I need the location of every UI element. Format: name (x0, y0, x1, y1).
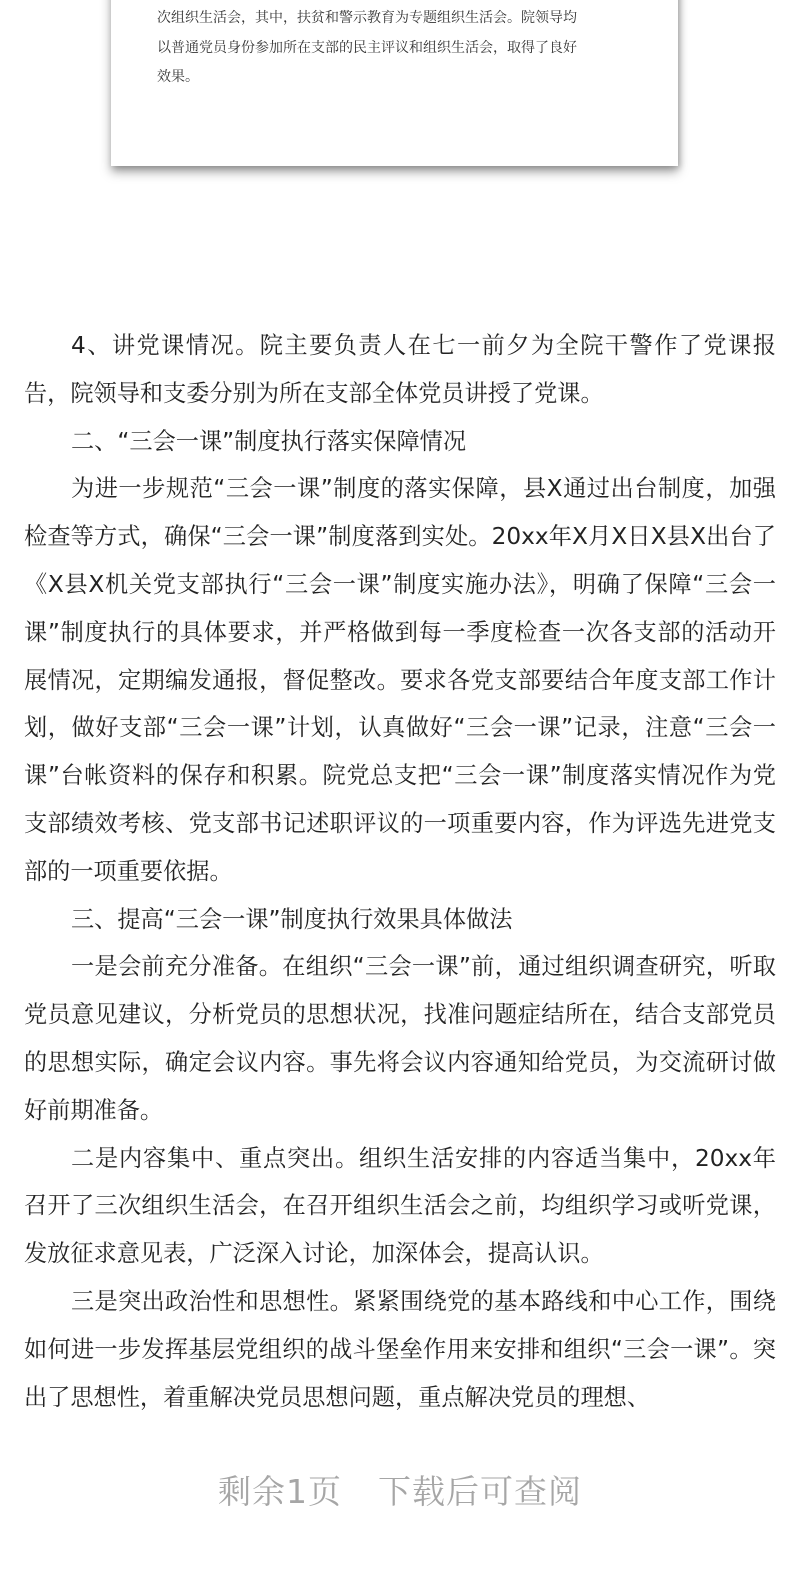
download-prompt-label: 下载后可查阅 (378, 1472, 582, 1511)
preview-line: 以普通党员身份参加所在支部的民主评议和组织生活会，取得了良好 (157, 39, 577, 56)
section-heading-two: 二、“三会一课”制度执行落实保障情况 (71, 427, 467, 455)
paragraph-political: 三是突出政治性和思想性。紧紧围绕党的基本路线和中心工作，围绕如何进一步发挥基层党组织的战斗堡垒作用来安排和组织“三会一课”。突出了思想性，着重解决党员思想问题，重点解决党员的理想、 (24, 1287, 776, 1411)
paragraph-preparation: 一是会前充分准备。在组织“三会一课”前，通过组织调查研究，听取党员意见建议，分析党员的思想状况，找准问题症结所在，结合支部党员的思想实际，确定会议内容。事先将会议内容通知给党员，为交流研讨做好前期准备。 (24, 953, 776, 1124)
previous-page-card (111, 0, 678, 166)
preview-line: 效果。 (157, 69, 199, 85)
paragraph-focus: 二是内容集中、重点突出。组织生活安排的内容适当集中，20xx年召开了三次组织生活会，在召开组织生活会之前，均组织学习或听党课，发放征求意见表，广泛深入讨论，加深体会，提高认识。 (24, 1144, 776, 1268)
section-heading-three: 三、提高“三会一课”制度执行效果具体做法 (71, 905, 513, 933)
document-body (24, 322, 776, 1421)
paragraph-guarantee: 为进一步规范“三会一课”制度的落实保障，县X通过出台制度，加强检查等方式，确保“三会一课”制度落到实处。20xx年X月X日X县X出台了《X县X机关党支部执行“三会一课”制度实施办法》，明确了保障“三会一课”制度执行的具体要求，并严格做到每一季度检查一次各支部的活动开展情况，定期编发通报，督促整改。要求各党支部要结合年度支部工作计划，做好支部“三会一课”计划，认真做好“三会一课”记录，注意“三会一课”台帐资料的保存和积累。院党总支把“三会一课”制度落实情况作为党支部绩效考核、党支部书记述职评议的一项重要内容，作为评选先进党支部的一项重要依据。 (24, 475, 776, 885)
preview-line: 次组织生活会，其中，扶贫和警示教育为专题组织生活会。院领导均 (157, 10, 577, 26)
paragraph-party-lecture: 4、讲党课情况。院主要负责人在七一前夕为全院干警作了党课报告，院领导和支委分别为所在支部全体党员讲授了党课。 (24, 332, 776, 407)
remaining-pages-label: 剩余1页 (218, 1472, 342, 1511)
download-to-read-banner[interactable] (0, 1462, 800, 1522)
previous-page-text (157, 4, 637, 93)
